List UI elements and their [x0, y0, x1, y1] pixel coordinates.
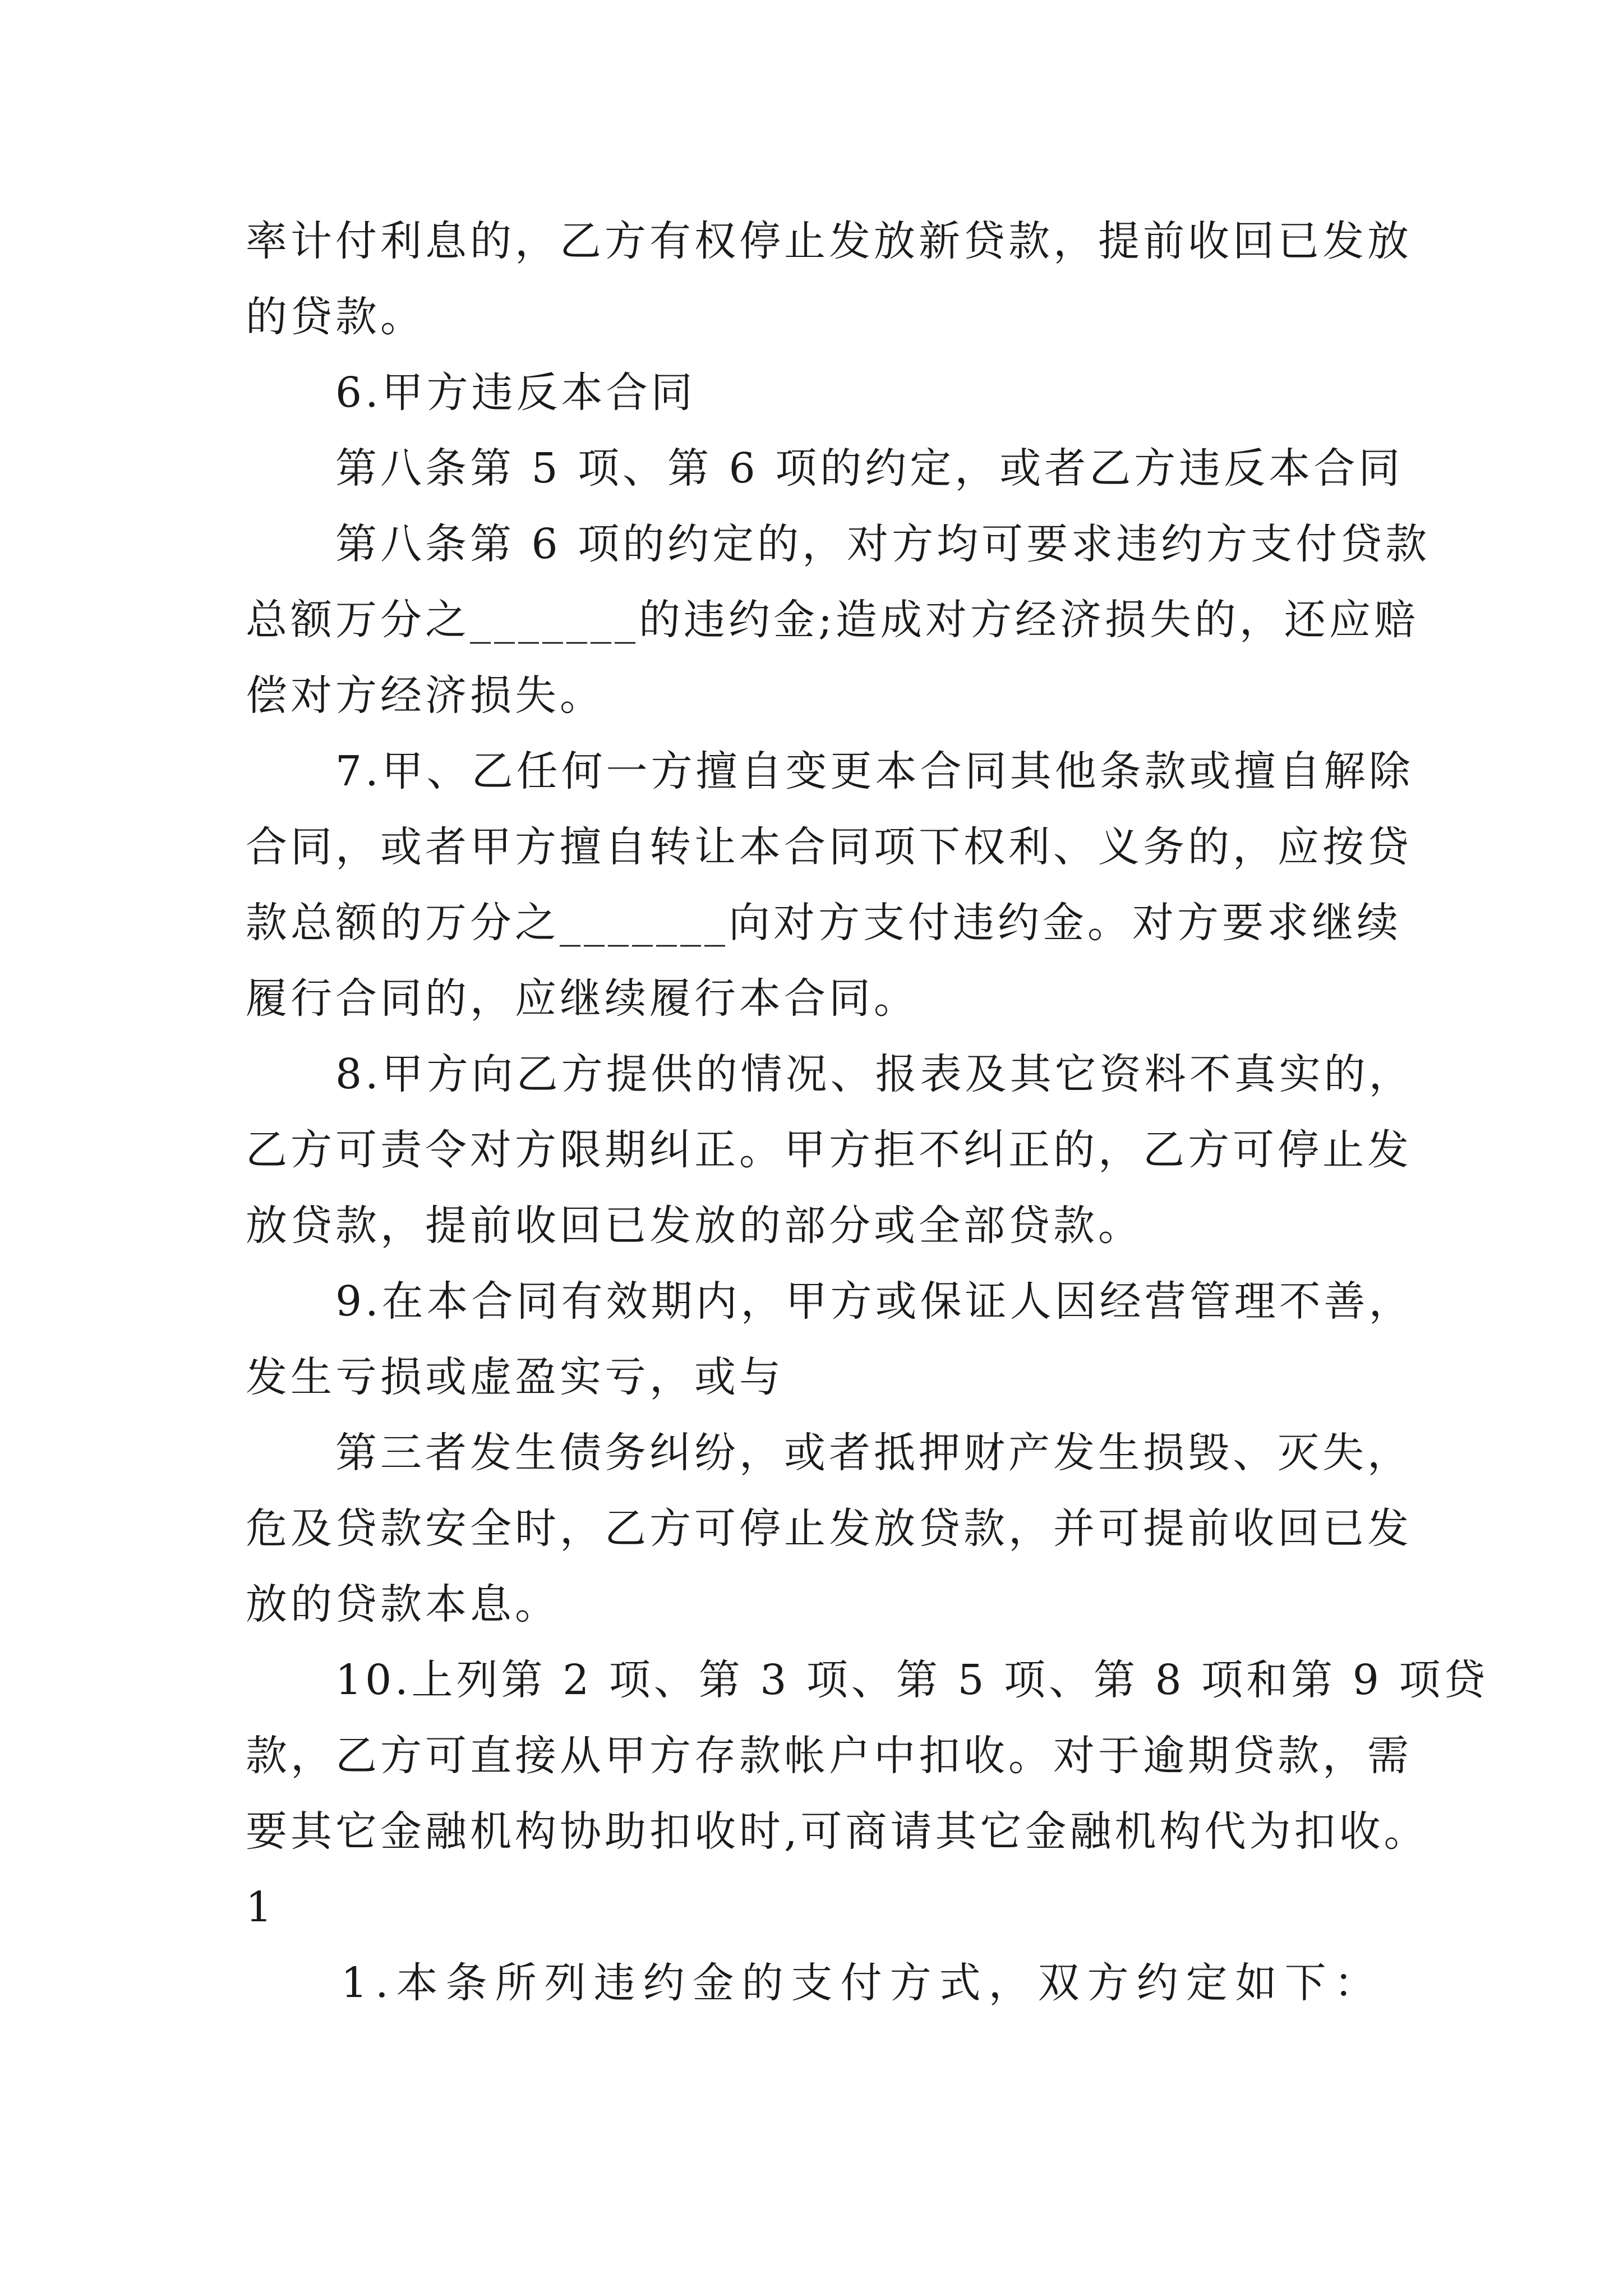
text-line: 款总额的万分之_______向对方支付违约金。对方要求继续: [246, 899, 1401, 947]
text-line: 率计付利息的，乙方有权停止发放新贷款，提前收回已发放: [246, 217, 1412, 265]
text-line: 第三者发生债务纠纷，或者抵押财产发生损毁、灭失，: [335, 1429, 1412, 1477]
text-line: 款，乙方可直接从甲方存款帐户中扣收。对于逾期贷款，需: [246, 1732, 1412, 1780]
text-line: 危及贷款安全时，乙方可停止发放贷款，并可提前收回已发: [246, 1504, 1412, 1553]
text-line: 6.甲方违反本合同: [335, 369, 696, 417]
text-line: 履行合同的，应继续履行本合同。: [246, 974, 919, 1023]
text-line: 发生亏损或虚盈实亏，或与: [246, 1353, 784, 1401]
text-line: 7.甲、乙任何一方擅自变更本合同其他条款或擅自解除: [335, 747, 1414, 795]
text-line: 9.在本合同有效期内，甲方或保证人因经营管理不善，: [335, 1277, 1414, 1326]
text-line: 放的贷款本息。: [246, 1580, 560, 1628]
text-line: 1.本条所列违约金的支付方式，双方约定如下：: [341, 1959, 1384, 2007]
text-line: 1: [246, 1883, 276, 1931]
text-line: 要其它金融机构协助扣收时,可商请其它金融机构代为扣收。: [246, 1807, 1429, 1856]
text-line: 放贷款，提前收回已发放的部分或全部贷款。: [246, 1202, 1143, 1250]
text-line: 乙方可责令对方限期纠正。甲方拒不纠正的，乙方可停止发: [246, 1126, 1412, 1174]
text-line: 的贷款。: [246, 293, 425, 341]
text-line: 总额万分之_______的违约金;造成对方经济损失的，还应赔: [246, 596, 1419, 644]
text-line: 合同，或者甲方擅自转让本合同项下权利、义务的，应按贷: [246, 823, 1412, 871]
text-line: 8.甲方向乙方提供的情况、报表及其它资料不真实的，: [335, 1050, 1414, 1098]
text-line: 第八条第 6 项的约定的，对方均可要求违约方支付贷款: [335, 520, 1431, 568]
text-line: 第八条第 5 项、第 6 项的约定，或者乙方违反本合同: [335, 444, 1404, 493]
text-line: 偿对方经济损失。: [246, 671, 605, 720]
text-line: 10.上列第 2 项、第 3 项、第 5 项、第 8 项和第 9 项贷: [335, 1656, 1489, 1704]
